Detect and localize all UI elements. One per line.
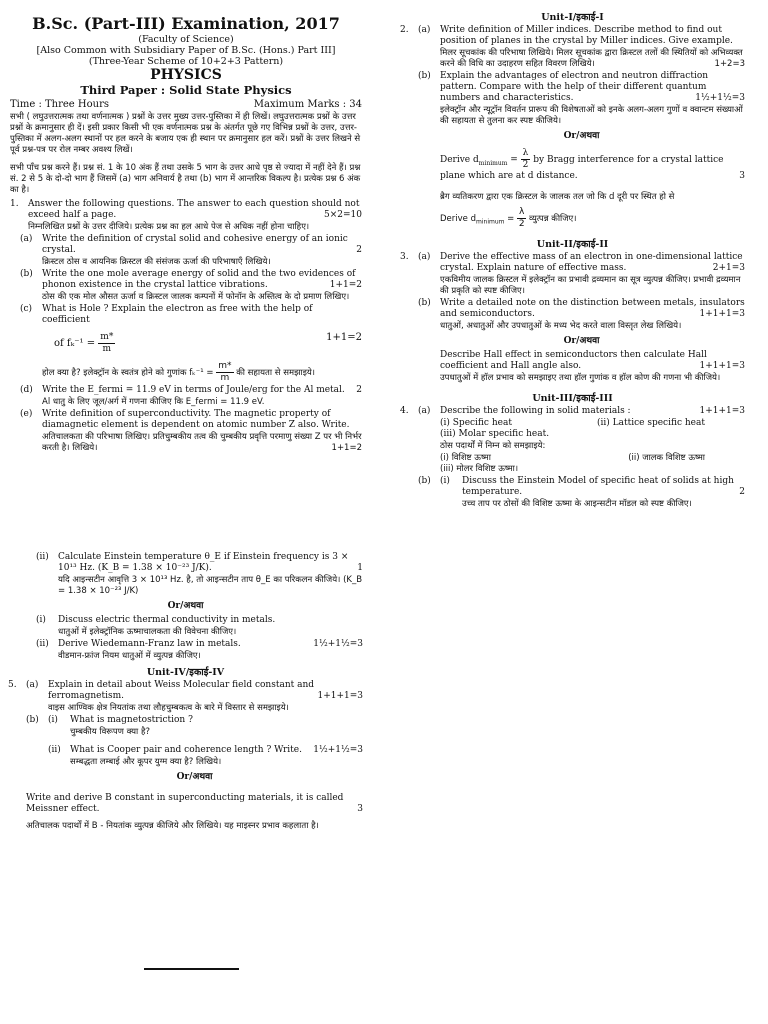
q5b-ii-hindi: सम्बद्धता लम्बाई और कूपर युग्म क्या है? लिखिये। <box>70 757 222 767</box>
q1-part-e <box>10 409 362 455</box>
question-2 <box>400 25 745 231</box>
fraction-denominator: 2 <box>518 219 525 229</box>
q1c-hindi <box>42 361 362 384</box>
q2-or-text: Derive $d_{minimum}$ = $\frac{\lambda}{2}$ by Bragg interference for a crystal lattice plane which are at d distance. 3 <box>440 148 745 181</box>
q5a-hindi: वाइस आण्विक क्षेत्र नियतांक तथा लौहचुम्बकत्व के बारे में विस्तार से समझाइये। <box>48 703 289 713</box>
part-label: (b) <box>418 71 431 81</box>
formula-subscript: minimum <box>476 218 505 226</box>
q2b-text: Explain the advantages of electron and neutron diffraction pattern. Compare with the help of their different quantum numbers and characteristics. <box>440 71 709 103</box>
q3a-hindi: एकविमीय जालक क्रिस्टल में इलेक्ट्रॉन का प्रभावी द्रव्यमान का सूत्र व्युत्पन्न कीजिए। प्रभावी द्रव्यमान की प्रकृति को स्पष्ट कीजिए। <box>440 275 741 296</box>
q4-or-i-hindi: धातुओं में इलेक्ट्रॉनिक ऊष्माचालकता की विवेचना कीजिए। <box>58 627 237 637</box>
q4-or-i-text: Discuss electric thermal conductivity in metals. <box>58 615 276 625</box>
q4a-item-iii: (iii) Molar specific heat. <box>440 429 550 439</box>
question-number: 1. <box>10 199 19 209</box>
q1-text-hindi: निम्नलिखित प्रश्नों के उत्तर दीजिये। प्रत्येक प्रश्न का हल आधे पेज से अधिक नहीं होना चाहिए। <box>28 222 310 232</box>
question-1 <box>10 199 362 234</box>
part-label: (a) <box>26 680 39 690</box>
q5a-marks: 1+1+1=3 <box>317 691 363 701</box>
q4-or-ii-hindi: वीडमान-फ्रांज नियम धातुओं में व्युत्पन्न कीजिए। <box>58 651 201 661</box>
q3b-text: Write a detailed note on the distinction between metals, insulators and semiconductors. <box>440 298 745 319</box>
pattern-line: (Three-Year Scheme of 10+2+3 Pattern) <box>88 56 284 67</box>
or-label: Or/अथवा <box>167 601 204 611</box>
part-label: (b) <box>26 715 39 725</box>
sub-part-label: (ii) <box>48 745 61 755</box>
time-label: Time : Three Hours <box>10 99 109 110</box>
q1-text: Answer the following questions. The answer to each question should not exceed half a page. <box>28 199 360 220</box>
exam-title: B.Sc. (Part-III) Examination, 2017 <box>32 14 340 33</box>
q4b-ii-text: Calculate Einstein temperature θ_E if Einstein frequency is 3 × 10¹³ Hz. (K_B = 1.38 × 10⁻²³ J/K). <box>58 552 349 573</box>
formula-lhs: of fₖ⁻¹ = <box>54 338 96 349</box>
q1-part-a <box>10 234 362 269</box>
q2b-hindi: इलेक्ट्रॉन और न्यूट्रॉन विवर्तन प्रारूप की विशेषताओं को इनके अलग-अलग गुणों व क्वान्टम संख्याओं की सहायता से तुलना कर स्पष्ट कीजिये। <box>440 105 743 126</box>
fraction-denominator: m <box>102 344 112 354</box>
q1a-hindi: क्रिस्टल ठोस व आयनिक क्रिस्टल की संसंजक ऊर्जा की परिभाषाएँ लिखिये। <box>42 257 271 267</box>
q4-or-ii-text: Derive Wiedemann-Franz law in metals. <box>58 639 241 649</box>
question-3 <box>400 252 745 385</box>
formula-derive: Derive d <box>440 214 476 224</box>
q4a-hindi-ii: (ii) जालक विशिष्ट ऊष्मा <box>628 453 705 463</box>
formula-derive: Derive d <box>440 155 479 165</box>
sub-part-label: (i) <box>36 615 46 625</box>
fraction-numerator: m* <box>218 361 232 371</box>
q2b-marks: 1½+1½=3 <box>695 93 745 103</box>
question-5 <box>8 680 363 833</box>
q2-or-hindi-2: व्युत्पन्न कीजिए। <box>529 214 577 224</box>
q3b-marks: 1+1+1=3 <box>699 309 745 319</box>
mass-fraction-hindi <box>216 361 233 384</box>
q4a-item-ii: (ii) Lattice specific heat <box>597 418 705 428</box>
question-number: 2. <box>400 25 409 35</box>
q1e-text: Write definition of superconductivity. The magnetic property of diamagnetic element is dependent on atomic number Z also. Write. <box>42 409 350 430</box>
q1c-hindi-pre: होल क्या है? इलेक्ट्रॉन के स्वतंत्र होने को गुणांक fₖ⁻¹ = <box>42 368 214 378</box>
q3-or-text: Describe Hall effect in semiconductors then calculate Hall coefficient and Hall angle also. <box>440 350 707 371</box>
q4a-hindi: ठोस पदार्थों में निम्न को समझाइये: <box>440 441 546 451</box>
q1c-hindi-post: की सहायता से समझाइये। <box>236 368 316 378</box>
q1e-hindi: अतिचालकता की परिभाषा लिखिए। प्रतिचुम्बकीय तत्व की चुम्बकीय प्रवृत्ति परमाणु संख्या Z पर भी निर्भर करती है। लिखिये। <box>42 432 362 453</box>
q1c-formula <box>54 332 362 355</box>
paper-title: Third Paper : Solid State Physics <box>80 83 292 97</box>
q5b-i-hindi: चुम्बकीय विरूपण क्या है? <box>70 727 150 737</box>
sub-part-label: (ii) <box>36 552 49 562</box>
q1b-marks: 1+1=2 <box>329 280 362 290</box>
q1b-hindi: ठोस की एक मोल औसत ऊर्जा व क्रिस्टल जालक कम्पनों में फोनॉन के अस्तित्व के दो प्रमाण लिखिए। <box>42 292 350 302</box>
q5-or-hindi: अतिचालक पदार्थों में B - नियतांक व्युत्पन्न कीजिये और लिखिये। यह माइस्नर प्रभाव कहलाता है। <box>26 821 319 831</box>
question-number: 3. <box>400 252 409 262</box>
fraction-numerator: λ <box>522 148 529 158</box>
q1c-marks: 1+1=2 <box>326 332 362 343</box>
continuation-column <box>8 552 363 833</box>
fraction-numerator: λ <box>519 207 525 217</box>
q5b-i-text: What is magnetostriction ? <box>70 715 193 725</box>
q5-or-text: Write and derive B constant in superconducting materials, it is called Meissner effect. <box>26 793 344 814</box>
q1-marks: 5×2=10 <box>324 210 362 220</box>
part-label: (b) <box>418 298 431 308</box>
left-column <box>10 14 362 455</box>
fraction-denominator: m <box>220 373 230 383</box>
unit-2-heading: Unit-II/इकाई-II <box>536 239 609 250</box>
q4b-ii-hindi: यदि आइन्सटीन आवृत्ति 3 × 10¹³ Hz. है, तो आइन्सटीन ताप θ_E का परिकलन कीजिये। (K_B = 1.38 × 10⁻²³ J/K) <box>58 575 363 596</box>
part-label: (b) <box>20 269 33 279</box>
q5b-ii-marks: 1½+1½=3 <box>313 745 363 755</box>
q4-or-i <box>8 615 363 639</box>
part-label: (a) <box>418 252 431 262</box>
q5-or-marks: 3 <box>357 804 363 814</box>
q1a-marks: 2 <box>356 245 362 255</box>
q3-or-hindi: उपधातुओं में हॉल प्रभाव को समझाइए तथा हॉल गुणांक व हॉल कोण की गणना भी कीजिये। <box>440 373 721 383</box>
subject-title: PHYSICS <box>150 67 222 83</box>
fraction-denominator: 2 <box>522 160 529 170</box>
part-label: (d) <box>20 385 33 395</box>
q2a-marks: 1+2=3 <box>714 59 745 69</box>
part-label: (c) <box>20 304 33 314</box>
question-number: 4. <box>400 406 409 416</box>
q4b-i-text: Discuss the Einstein Model of specific heat of solids at high temperature. <box>462 476 734 497</box>
faculty-line: (Faculty of Science) <box>138 34 234 45</box>
q1-part-d <box>10 385 362 409</box>
q1a-text: Write the definition of crystal solid and cohesive energy of an ionic crystal. <box>42 234 348 255</box>
q4b-ii-marks: 1 <box>357 563 363 573</box>
q3-or-marks: 1+1+1=3 <box>699 361 745 371</box>
q3b-hindi: धातुओं, अधातुओं और उपधातुओं के मध्य भेद करते वाला विस्तृत लेख लिखिये। <box>440 321 682 331</box>
lambda-fraction <box>521 148 531 171</box>
sub-part-label: (i) <box>48 715 58 725</box>
fraction-numerator: m* <box>100 332 114 342</box>
q1d-text: Write the E_fermi = 11.9 eV in terms of Joule/erg for the Al metal. <box>42 385 345 395</box>
formula-subscript: minimum <box>478 159 508 167</box>
part-label: (a) <box>418 406 431 416</box>
end-rule <box>144 968 239 970</box>
q1e-marks: 1+1=2 <box>331 443 362 453</box>
instructions-hindi-1: सभी ( लघुउत्तरात्मक तथा वर्णनात्मक ) प्रश्नों के उत्तर मुख्य उत्तर-पुस्तिका में ही लिखें। लघुउत्तरात्मक प्रश्नों के उत्तर प्रश्नों के क्रमानुसार ही दें। इसी प्रकार किसी भी एक वर्णनात्मक प्रश्न के अंतर्गत पूछे गए विभिन्न प्रश्नों के उत्तर, उत्तर-पुस्तिका में अलग-अलग स्थानों पर हल करने के बजाय एक ही स्थान पर क्रमानुसार हल करें। प्रश्नों के उत्तर लिखने से पूर्व प्रश्न-पत्र पर रोल नम्बर अवश्य लिखें। <box>10 112 361 155</box>
part-label: (a) <box>20 234 33 244</box>
q1c-text: What is Hole ? Explain the electron as free with the help of coefficient <box>42 304 313 325</box>
part-label: (e) <box>20 409 33 419</box>
sub-part-label: (i) <box>440 476 450 486</box>
q4a-item-i: (i) Specific heat <box>440 418 512 428</box>
instructions-hindi-2: सभी पाँच प्रश्न करने हैं। प्रश्न सं. 1 के 10 अंक हैं तथा उसके 5 भाग के उत्तर आधे पृष्ठ से ज्यादा में नहीं देने हैं। प्रश्न सं. 2 से 5 के दो-दो भाग हैं जिसमें (a) भाग अनिवार्य है तथा (b) भाग में आन्तरिक विकल्प है। प्रत्येक प्रश्न 6 अंक का है। <box>10 163 361 195</box>
sub-part-label: (ii) <box>36 639 49 649</box>
question-number: 5. <box>8 680 17 690</box>
q3a-marks: 2+1=3 <box>712 263 745 273</box>
q2-or-marks: 3 <box>739 171 745 181</box>
q5a-text: Explain in detail about Weiss Molecular field constant and ferromagnetism. <box>48 680 315 701</box>
q1b-text: Write the one mole average energy of solid and the two evidences of phonon existence in the crystal lattice vibrations. <box>42 269 356 290</box>
q4a-text: Describe the following in solid materials : <box>440 406 631 416</box>
q4b-i-hindi: उच्च ताप पर ठोसों की विशिष्ट ऊष्मा के आइन्सटीन मॉडल को स्पष्ट कीजिए। <box>462 499 692 509</box>
q4b-ii <box>8 552 363 598</box>
q4-or-ii-marks: 1½+1½=3 <box>313 639 363 649</box>
q4a-hindi-iii: (iii) मोलर विशिष्ट ऊष्मा। <box>440 464 519 474</box>
common-line: [Also Common with Subsidiary Paper of B.Sc. (Hons.) Part III] <box>36 45 336 56</box>
q4a-marks: 1+1+1=3 <box>699 406 745 416</box>
q4a-hindi-i: (i) विशिष्ट ऊष्मा <box>440 453 491 463</box>
lambda-fraction-hindi <box>517 207 526 230</box>
unit-3-heading: Unit-III/इकाई-III <box>532 393 613 404</box>
q2a-text: Write definition of Miller indices. Describe method to find out position of planes in the crystal by Miller indices. Give example. <box>440 25 733 46</box>
max-marks-label: Maximum Marks : 34 <box>253 99 362 110</box>
or-label: Or/अथवा <box>563 336 600 346</box>
q1-part-c <box>10 304 362 385</box>
right-column <box>400 8 745 511</box>
or-label: Or/अथवा <box>176 772 213 782</box>
q1d-marks: 2 <box>356 385 362 395</box>
q3a-text: Derive the effective mass of an electron in one-dimensional lattice crystal. Explain nature of effective mass. <box>440 252 743 273</box>
q1-part-b <box>10 269 362 304</box>
q2a-hindi: मिलर सूचकांक की परिभाषा लिखिये। मिलर सूचकांक द्वारा क्रिस्टल तलों की स्थितियों को अभिव्यक्त करने की विधि का उदाहरण सहित विवरण लिखिये। <box>440 48 743 69</box>
q2-or-hindi-2-row: Derive $d_{minimum}$ = $\frac{\lambda}{2}$ व्युत्पन्न कीजिए। <box>440 207 577 229</box>
part-label: (a) <box>418 25 431 35</box>
q4-or-ii <box>8 639 363 663</box>
q2-or-post: by Bragg interference for a crystal lattice plane which are at d distance. <box>440 155 724 181</box>
q5b-ii-text: What is Cooper pair and coherence length ? Write. <box>70 745 302 755</box>
unit-4-heading: Unit-IV/इकाई-IV <box>146 667 225 678</box>
mass-fraction <box>98 332 115 355</box>
or-label: Or/अथवा <box>563 131 600 141</box>
q2-or-hindi-1: ब्रैग व्यतिकरण द्वारा एक क्रिस्टल के जालक तल जो कि d दूरी पर स्थित हो से <box>440 192 675 202</box>
unit-1-heading: Unit-I/इकाई-I <box>541 12 604 23</box>
question-4 <box>400 406 745 511</box>
q4b-i-marks: 2 <box>739 487 745 497</box>
part-label: (b) <box>418 476 431 486</box>
q1d-hindi: Al धातु के लिए जूल/अर्ग में गणना कीजिए कि E_fermi = 11.9 eV. <box>42 397 265 407</box>
